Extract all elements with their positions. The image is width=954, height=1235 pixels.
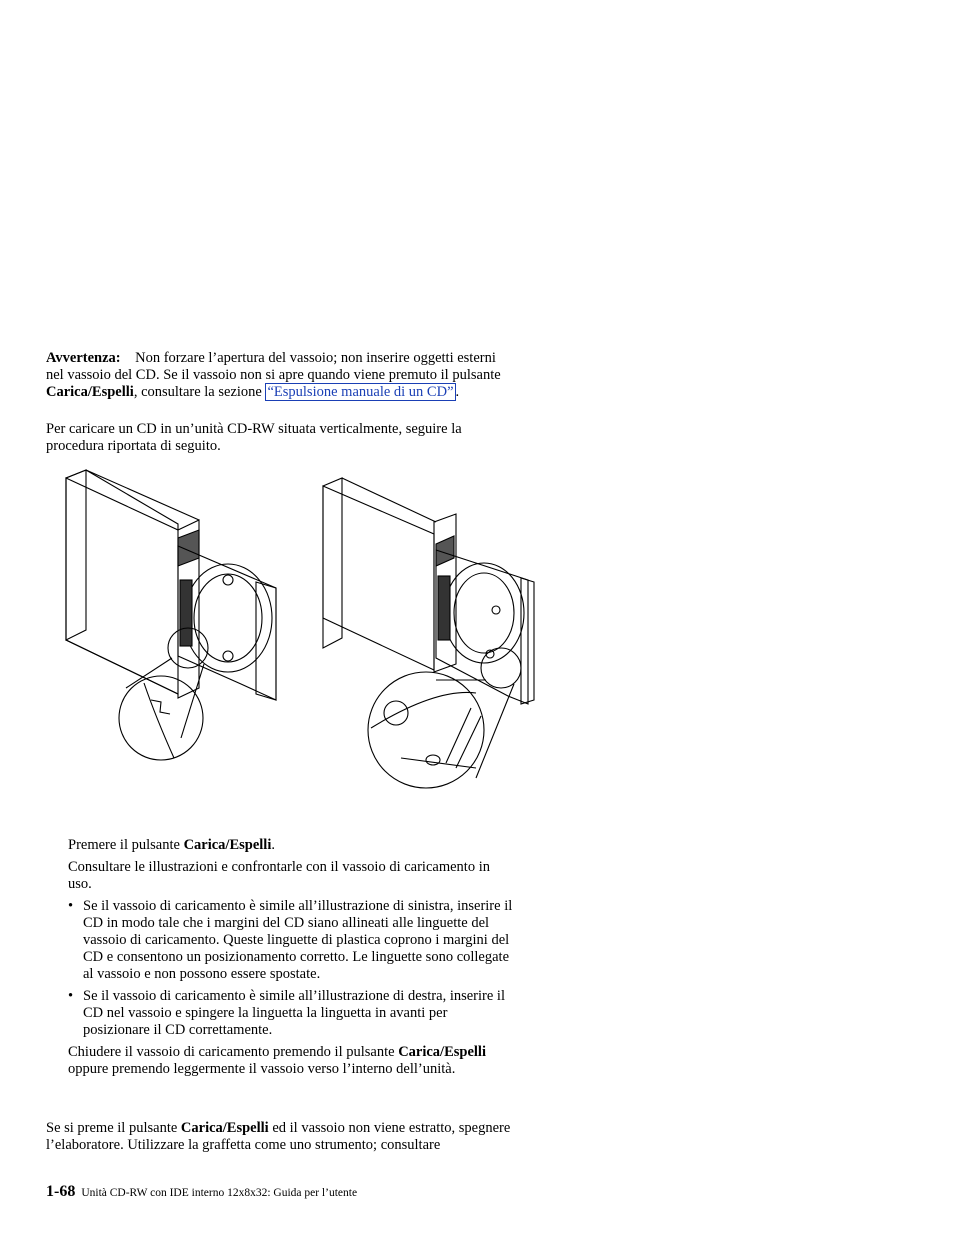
closing-paragraph — [46, 1120, 556, 1154]
bullet-1-line: Se il vassoio di caricamento è simile all’illustrazione di sinistra, inserire il — [83, 898, 513, 914]
step-1-end: . — [271, 837, 275, 853]
attention-line-3 — [46, 384, 556, 401]
bullet-symbol: • — [68, 898, 74, 914]
bullet-2-line: CD nel vassoio e spingere la linguetta la linguetta in avanti per — [83, 1005, 448, 1021]
step-1-bold: Carica/Espelli — [183, 837, 272, 853]
footer-title: Unità CD-RW con IDE interno 12x8x32: Guida per l’utente — [81, 1187, 358, 1199]
bullet-2-text — [83, 988, 505, 1039]
bullet-1-text — [83, 898, 512, 983]
attention-text-1: Non forzare l’apertura del vassoio; non inserire oggetti esterni — [135, 350, 496, 366]
intro-paragraph — [46, 421, 556, 455]
closing-bold: Carica/Espelli — [180, 1120, 269, 1136]
attention-period: . — [455, 384, 460, 400]
bullet-symbol: • — [68, 988, 74, 1004]
step-3 — [68, 1044, 558, 1078]
right-drive-illustration — [323, 478, 534, 788]
step-3-bold: Carica/Espelli — [398, 1044, 486, 1060]
attention-paragraph — [46, 350, 556, 401]
page-footer — [46, 1183, 357, 1202]
bullet-2-line: posizionare il CD correttamente. — [83, 1022, 273, 1038]
bullet-1-line: al vassoio e non possono essere spostate. — [83, 966, 321, 982]
left-drive-illustration — [66, 470, 276, 760]
bullet-2-line: Se il vassoio di caricamento è simile all’illustrazione di destra, inserire il — [83, 988, 505, 1004]
closing-pre: Se si preme il pulsante — [46, 1120, 181, 1136]
step-2-line-2: uso. — [68, 876, 92, 892]
step-3-line-2: oppure premendo leggermente il vassoio verso l’interno dell’unità. — [68, 1061, 456, 1077]
step-1-pre: Premere il pulsante — [68, 837, 184, 853]
attention-line-1 — [46, 350, 556, 367]
step-3-line-1 — [68, 1044, 558, 1061]
attention-label: Avvertenza: — [46, 350, 121, 366]
step-1-text — [68, 837, 558, 854]
step-1 — [68, 837, 558, 854]
closing-line-2: l’elaboratore. Utilizzare la graffetta come uno strumento; consultare — [46, 1137, 441, 1153]
intro-line-1: Per caricare un CD in un’unità CD-RW situata verticalmente, seguire la — [46, 421, 462, 437]
step-2 — [68, 859, 558, 893]
intro-line-2: procedura riportata di seguito. — [46, 438, 221, 454]
bullet-1-line: vassoio di caricamento. Queste linguette di plastica coprono i margini del — [83, 932, 510, 948]
load-eject-term: Carica/Espelli — [46, 384, 134, 400]
bullet-1-line: CD e consentono un posizionamento corretto. Le linguette sono collegate — [83, 949, 510, 965]
cd-tray-illustration — [56, 468, 546, 803]
attention-text-3: , consultare la sezione — [133, 384, 266, 400]
manual-eject-link[interactable]: “Espulsione manuale di un CD” — [267, 384, 454, 400]
bullet-1-line: CD in modo tale che i margini del CD siano allineati alle linguette del — [83, 915, 490, 931]
attention-line-2: nel vassoio del CD. Se il vassoio non si apre quando viene premuto il pulsante — [46, 367, 501, 383]
closing-line-1 — [46, 1120, 556, 1137]
step-3-pre: Chiudere il vassoio di caricamento premendo il pulsante — [68, 1044, 399, 1060]
closing-end: ed il vassoio non viene estratto, spegnere — [268, 1120, 511, 1136]
step-2-line-1: Consultare le illustrazioni e confrontarle con il vassoio di caricamento in — [68, 859, 490, 875]
page-number: 1-68 — [46, 1183, 76, 1200]
